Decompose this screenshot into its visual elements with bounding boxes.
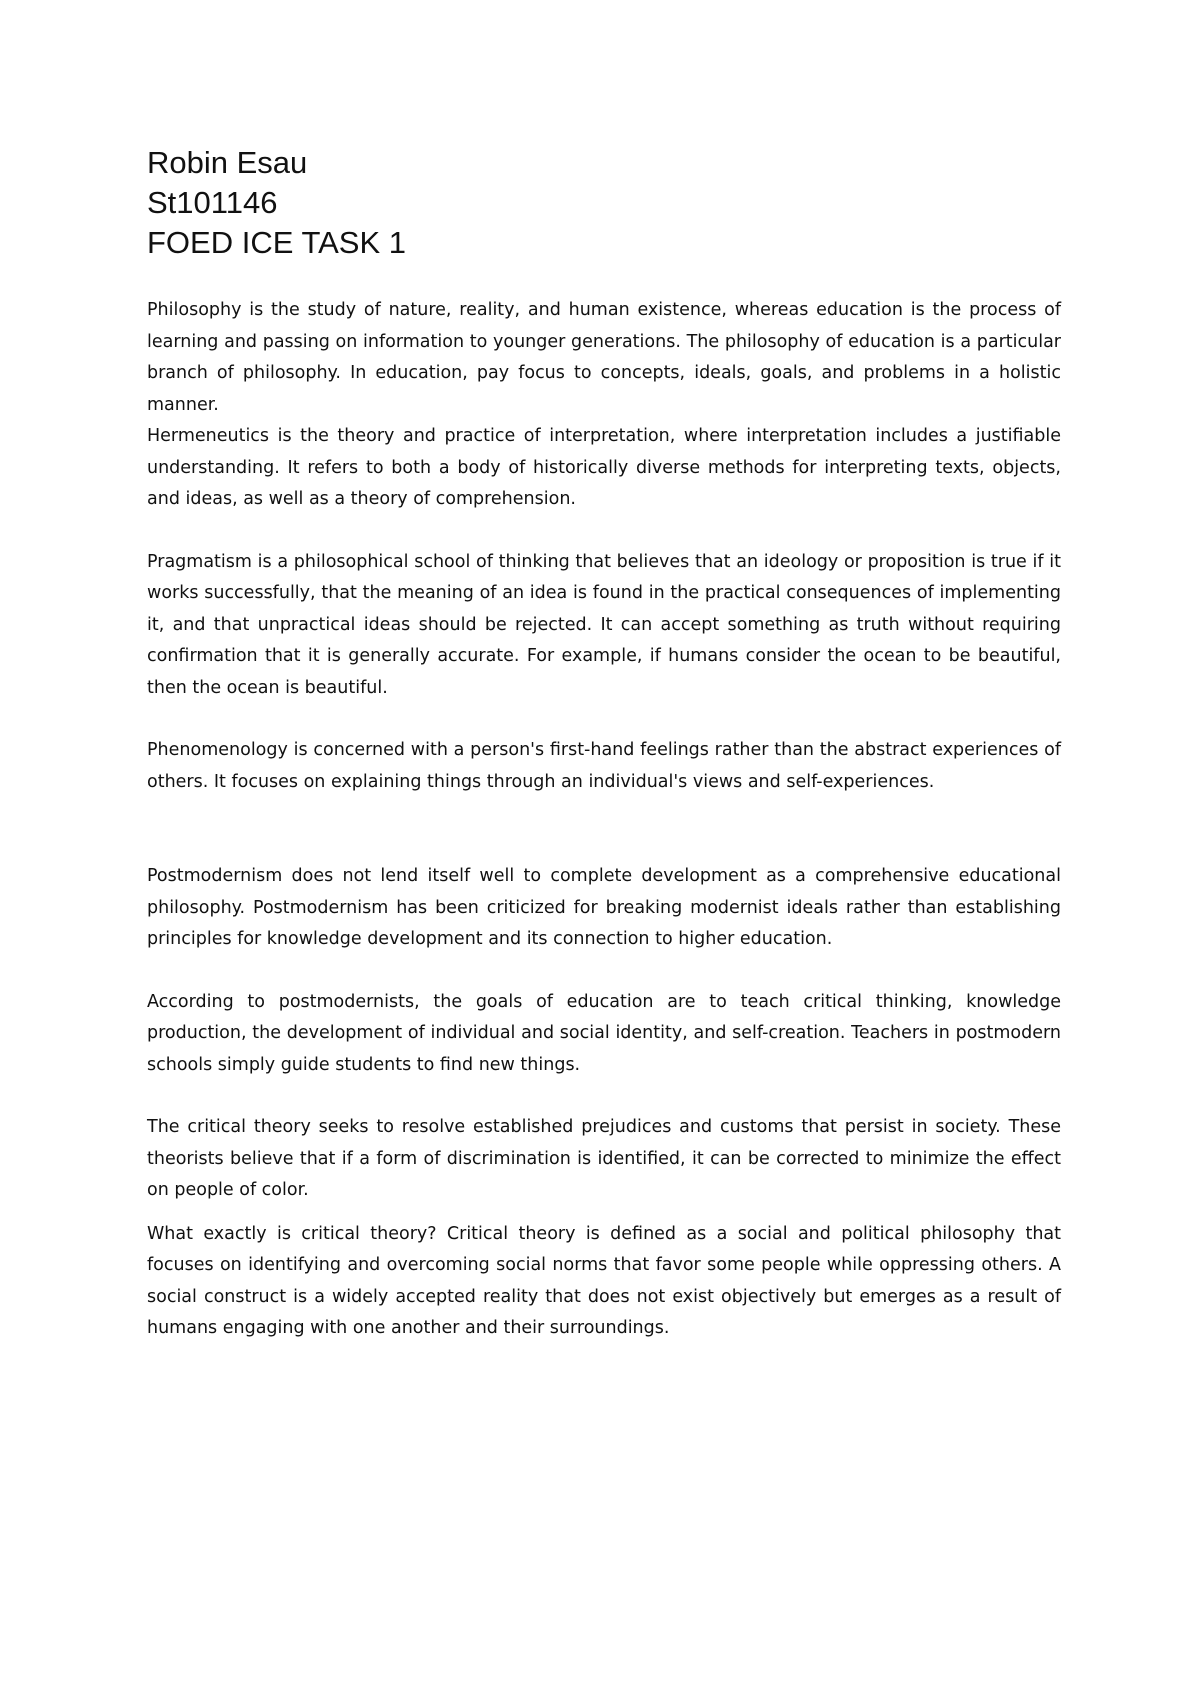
- paragraph-hermeneutics: Hermeneutics is the theory and practice of interpretation, where interpretation includes a justifiable understanding. It refers to both a body of historically diverse methods for interpreting texts, objects, and ideas, as well as a theory of comprehension.: [147, 426, 1061, 509]
- paragraph-critical-theory-definition: What exactly is critical theory? Critical theory is defined as a social and political philosophy that focuses on identifying and overcoming social norms that favor some people while oppressing others. A social construct is a widely accepted reality that does not exist objectively but emerges as a result of humans engaging with one another and their surroundings.: [147, 1223, 1061, 1338]
- paragraph-phenomenology: Phenomenology is concerned with a person's first-hand feelings rather than the abstract experiences of others. It focuses on explaining things through an individual's views and self-experiences.: [147, 740, 1061, 792]
- paragraph-postmodernism: Postmodernism does not lend itself well to complete development as a comprehensive educational philosophy. Postmodernism has been criticized for breaking modernist ideals rather than establishing principles for knowledge development and its connection to higher education.: [147, 866, 1061, 949]
- document-body: [147, 295, 1061, 1345]
- paragraph-pragmatism: Pragmatism is a philosophical school of thinking that believes that an ideology or proposition is true if it works successfully, that the meaning of an idea is found in the practical consequences of implementing it, and that unpractical ideas should be rejected. It can accept something as truth without requiring confirmation that it is generally accurate. For example, if humans consider the ocean to be beautiful, then the ocean is beautiful.: [147, 551, 1061, 698]
- author-name: Robin Esau: [147, 145, 308, 180]
- paragraph-philosophy: Philosophy is the study of nature, reality, and human existence, whereas education is the process of learning and passing on information to younger generations. The philosophy of education is a particular branch of philosophy. In education, pay focus to concepts, ideals, goals, and problems in a holistic manner.: [147, 300, 1061, 415]
- task-title: FOED ICE TASK 1: [147, 225, 406, 260]
- student-number: St101146: [147, 185, 278, 220]
- paragraph-postmodernist-goals: According to postmodernists, the goals of education are to teach critical thinking, knowledge production, the development of individual and social identity, and self-creation. Teachers in postmodern schools simply guide students to find new things.: [147, 991, 1061, 1075]
- paragraph-critical-theory: The critical theory seeks to resolve established prejudices and customs that persist in society. These theorists believe that if a form of discrimination is identified, it can be corrected to minimize the effect on people of color.: [147, 1117, 1061, 1200]
- document-header: [147, 143, 1067, 263]
